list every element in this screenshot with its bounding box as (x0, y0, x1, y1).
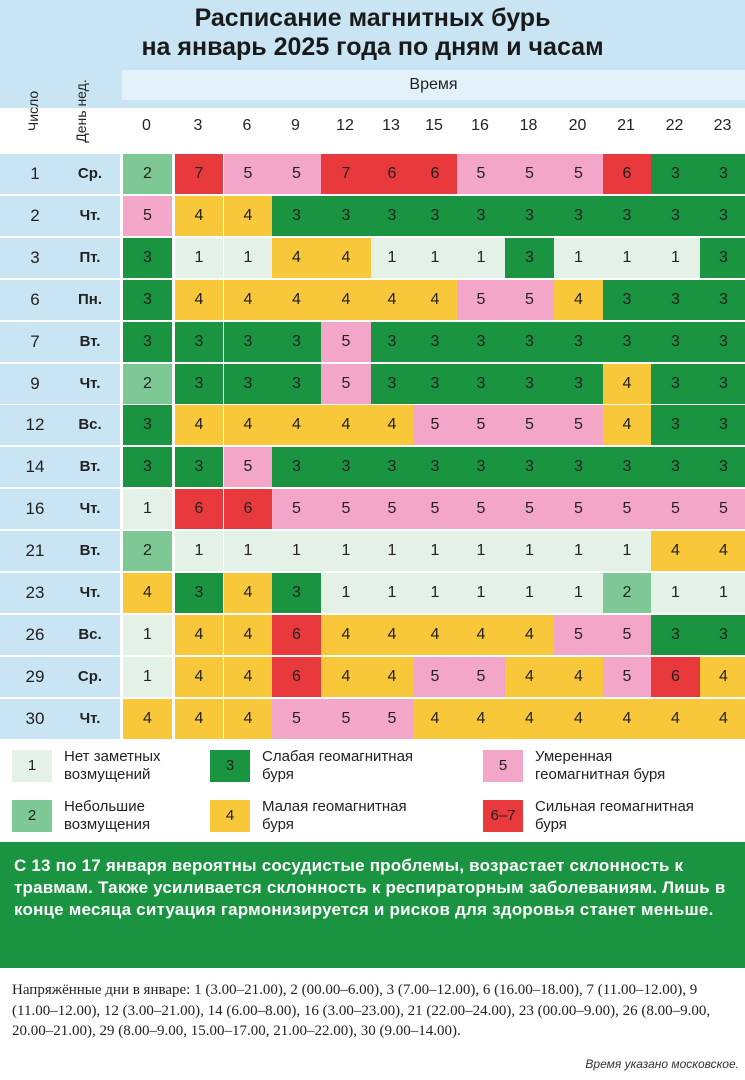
heatmap-cell: 1 (175, 238, 223, 278)
hour-label: 12 (336, 117, 354, 134)
table-row (0, 154, 745, 194)
table-row (0, 447, 745, 487)
heatmap-cell: 1 (321, 573, 371, 613)
heatmap-cell: 5 (457, 657, 505, 697)
heatmap-cell: 4 (505, 699, 554, 739)
hour-label: 16 (471, 117, 489, 134)
legend-swatch: 6–7 (483, 800, 523, 832)
table-row (0, 238, 745, 278)
hour-label: 3 (193, 117, 203, 134)
heatmap-cell: 5 (505, 154, 554, 194)
heatmap-cell: 3 (457, 364, 505, 404)
heatmap-cell: 1 (554, 573, 603, 613)
heatmap-cell: 4 (413, 699, 457, 739)
table-row (0, 615, 745, 655)
legend-label: Слабая геомагнитная буря (262, 748, 414, 783)
heatmap-cell: 5 (457, 405, 505, 445)
heatmap-cell: 1 (371, 573, 413, 613)
table-row (0, 322, 745, 362)
heatmap-cell: 4 (321, 615, 371, 655)
heatmap-cell: 1 (457, 573, 505, 613)
heatmap-cell: 5 (321, 699, 371, 739)
heatmap-cell: 1 (224, 238, 272, 278)
heatmap-cell: 4 (603, 699, 651, 739)
heatmap-cell: 4 (603, 405, 651, 445)
table-row (0, 405, 745, 445)
heatmap-cell: 6 (603, 154, 651, 194)
heatmap-cell: 5 (457, 154, 505, 194)
hour-label: 20 (568, 117, 587, 134)
day-number: 1 (30, 164, 40, 183)
heatmap-cell: 5 (272, 154, 321, 194)
legend-label: Небольшие возмущения (64, 798, 151, 833)
heatmap-cell: 1 (505, 573, 554, 613)
heatmap-cell: 3 (651, 364, 700, 404)
hour-label: 18 (519, 117, 538, 134)
heatmap-cell: 5 (413, 489, 457, 529)
heatmap-cell: 5 (457, 489, 505, 529)
heatmap-cell: 1 (603, 531, 651, 571)
legend-swatch: 3 (210, 750, 250, 782)
table-row (0, 364, 745, 404)
heatmap-cell: 3 (371, 322, 413, 362)
day-number: 3 (30, 247, 40, 267)
heatmap-cell: 1 (651, 573, 700, 613)
heatmap-cell: 6 (224, 489, 272, 529)
legend-label: Нет заметных возмущений (64, 748, 161, 783)
weekday: Чт. (79, 709, 101, 727)
heatmap-cell: 6 (413, 154, 457, 194)
heatmap-cell: 4 (123, 573, 172, 613)
heatmap-cell: 3 (321, 447, 371, 487)
weekday-header-label: День нед. (73, 79, 89, 143)
heatmap-cell: 3 (505, 238, 554, 278)
heatmap-cell: 5 (505, 280, 554, 320)
heatmap-cell: 3 (651, 154, 700, 194)
heatmap-cell: 3 (700, 364, 745, 404)
heatmap-cell: 4 (321, 238, 371, 278)
heatmap-cell: 3 (413, 447, 457, 487)
weekday: Вт. (79, 542, 101, 560)
heatmap-cell: 4 (224, 405, 272, 445)
heatmap-cell: 6 (272, 657, 321, 697)
day-number-header-label: Число (25, 90, 41, 132)
heatmap-cell: 4 (371, 280, 413, 320)
hour-label: 9 (291, 117, 300, 134)
weekday: Чт. (79, 374, 101, 392)
heatmap-cell: 3 (554, 196, 603, 236)
heatmap-cell: 4 (413, 615, 457, 655)
tense-days-text: Напряжённые дни в январе: 1 (3.00–21.00), 2 (00.00–6.00), 3 (7.00–12.00), 6 (16.00–18.00), 7 (11.00–12.00), 9 (11.00–12.00), 12 (3.00–21.00), 14 (6.00–8.00), 16 (3.00–23.00), 21 (22.00–24.00), 23 (00.00–9.00), 26 (8.00–9.00, 20.00–21.00), 29 (8.00–9.00, 15.00–17.00, 21.00–22.00), 30 (9.00–14.00). (12, 982, 711, 1039)
heatmap-cell: 3 (175, 573, 223, 613)
heatmap-cell: 3 (505, 196, 554, 236)
heatmap-cell: 4 (175, 657, 223, 697)
heatmap-cell: 4 (175, 615, 223, 655)
heatmap-cell: 3 (371, 196, 413, 236)
heatmap-cell: 1 (457, 238, 505, 278)
heatmap-cell: 4 (413, 280, 457, 320)
heatmap-cell: 3 (554, 364, 603, 404)
hour-label: 6 (242, 117, 252, 134)
heatmap-cell: 3 (651, 405, 700, 445)
heatmap-cell: 4 (123, 699, 172, 739)
heatmap-cell: 5 (272, 489, 321, 529)
heatmap-cell: 5 (603, 615, 651, 655)
heatmap-cell: 5 (554, 489, 603, 529)
heatmap-cell: 3 (224, 322, 272, 362)
day-number: 21 (25, 541, 45, 561)
hour-label: 21 (617, 117, 635, 134)
heatmap-cell: 3 (700, 196, 745, 236)
weekday: Чт. (79, 500, 101, 518)
table-row (0, 573, 745, 613)
day-number: 23 (25, 583, 45, 602)
heatmap-cell: 4 (371, 615, 413, 655)
heatmap-cell: 5 (651, 489, 700, 529)
table-row (0, 531, 745, 571)
weekday: Ср. (77, 667, 103, 685)
timezone-note: Время указано московское. (585, 1057, 739, 1071)
heatmap-cell: 4 (272, 280, 321, 320)
heatmap-cell: 2 (123, 531, 172, 571)
heatmap-cell: 5 (554, 154, 603, 194)
day-number: 30 (25, 708, 45, 728)
heatmap-cell: 5 (457, 280, 505, 320)
heatmap-cell: 3 (603, 196, 651, 236)
weekday: Пн. (77, 290, 102, 308)
info-text: С 13 по 17 января вероятны сосудистые проблемы, возрастает склонность к травмам. Также усиливается склонность к респираторным заболеваниям. Лишь в конце месяца ситуация гармонизируется и рисков для здоровья станет меньше. (14, 856, 726, 919)
legend-label: Умеренная геомагнитная буря (535, 748, 666, 783)
heatmap-cell: 5 (224, 447, 272, 487)
heatmap-cell: 4 (321, 405, 371, 445)
heatmap-cell: 5 (554, 615, 603, 655)
heatmap-cell: 5 (505, 405, 554, 445)
heatmap-cell: 1 (371, 238, 413, 278)
heatmap-cell: 1 (175, 531, 223, 571)
heatmap-cell: 3 (700, 322, 745, 362)
heatmap-cell: 4 (175, 196, 223, 236)
heatmap-cell: 4 (700, 531, 745, 571)
heatmap-cell: 4 (272, 405, 321, 445)
hour-label: 0 (142, 117, 151, 134)
heatmap-cell: 5 (321, 322, 371, 362)
heatmap-cell: 1 (321, 531, 371, 571)
day-number: 7 (30, 331, 40, 351)
heatmap-cell: 4 (224, 657, 272, 697)
heatmap-cell: 4 (505, 657, 554, 697)
legend-swatch: 1 (12, 750, 52, 782)
heatmap-cell: 4 (651, 531, 700, 571)
heatmap-cell: 3 (457, 447, 505, 487)
heatmap-cell: 3 (554, 447, 603, 487)
heatmap-cell: 1 (554, 238, 603, 278)
heatmap-cell: 4 (554, 280, 603, 320)
heatmap-cell: 7 (321, 154, 371, 194)
heatmap-cell: 1 (505, 531, 554, 571)
weekday: Вт. (79, 458, 101, 476)
heatmap-cell: 3 (505, 364, 554, 404)
heatmap-cell: 3 (123, 238, 172, 278)
heatmap-cell: 4 (224, 280, 272, 320)
heatmap-cell: 4 (371, 405, 413, 445)
heatmap-cell: 3 (700, 154, 745, 194)
table-row (0, 196, 745, 236)
heatmap-cell: 3 (123, 322, 172, 362)
heatmap-cell: 4 (651, 699, 700, 739)
heatmap-cell: 7 (175, 154, 223, 194)
heatmap-cell: 2 (123, 364, 172, 404)
heatmap-cell: 1 (123, 489, 172, 529)
heatmap-cell: 3 (457, 322, 505, 362)
heatmap-cell: 3 (224, 364, 272, 404)
heatmap-cell: 3 (700, 447, 745, 487)
heatmap-cell: 5 (224, 154, 272, 194)
hour-label: 15 (425, 117, 443, 134)
heatmap-cell: 3 (175, 322, 223, 362)
title-line-2: на январь 2025 года по дням и часам (141, 33, 604, 61)
heatmap-cell: 1 (651, 238, 700, 278)
day-number: 26 (25, 624, 45, 644)
heatmap-cell: 3 (651, 322, 700, 362)
heatmap-cell: 3 (700, 615, 745, 655)
table-row (0, 280, 745, 320)
heatmap-cell: 4 (371, 657, 413, 697)
legend-label: Сильная геомагнитная буря (535, 798, 694, 833)
heatmap-cell: 4 (457, 615, 505, 655)
table-row (0, 699, 745, 739)
day-number: 6 (30, 289, 40, 309)
heatmap-cell: 1 (700, 573, 745, 613)
weekday: Ср. (77, 165, 103, 182)
heatmap-cell: 3 (603, 322, 651, 362)
heatmap-cell: 3 (272, 322, 321, 362)
heatmap-cell: 5 (321, 364, 371, 404)
heatmap-cell: 5 (123, 196, 172, 236)
heatmap-cell: 4 (457, 699, 505, 739)
time-header: Время (122, 70, 745, 100)
heatmap-cell: 1 (224, 531, 272, 571)
heatmap-cell: 4 (700, 699, 745, 739)
heatmap-cell: 4 (700, 657, 745, 697)
heatmap-cell: 3 (175, 447, 223, 487)
heatmap-cell: 1 (123, 615, 172, 655)
heatmap-cell: 5 (371, 489, 413, 529)
info-box (0, 842, 745, 968)
heatmap-cell: 2 (123, 154, 172, 194)
legend (0, 740, 745, 836)
day-number: 2 (30, 205, 40, 225)
heatmap-cell: 1 (413, 238, 457, 278)
heatmap-cell: 3 (371, 447, 413, 487)
heatmap-cell: 5 (603, 657, 651, 697)
heatmap-cell: 1 (413, 573, 457, 613)
heatmap-cell: 3 (505, 322, 554, 362)
heatmap-cell: 3 (700, 405, 745, 445)
table-row (0, 489, 745, 529)
heatmap-cell: 3 (700, 238, 745, 278)
heatmap-cell: 4 (321, 280, 371, 320)
heatmap-cell: 4 (224, 699, 272, 739)
heatmap-cell: 4 (321, 657, 371, 697)
day-number-header (10, 68, 56, 154)
heatmap-cell: 3 (554, 322, 603, 362)
heatmap-cell: 6 (272, 615, 321, 655)
heatmap-cell: 3 (505, 447, 554, 487)
heatmap-cell: 1 (413, 531, 457, 571)
heatmap-cell: 1 (457, 531, 505, 571)
heatmap-cell: 4 (603, 364, 651, 404)
heatmap-cell: 5 (413, 657, 457, 697)
heatmap-cell: 3 (123, 280, 172, 320)
heatmap-cell: 3 (175, 364, 223, 404)
heatmap-cell: 5 (272, 699, 321, 739)
heatmap-cell: 3 (603, 447, 651, 487)
day-number: 14 (25, 457, 45, 477)
heatmap-cell: 1 (371, 531, 413, 571)
heatmap-cell: 4 (175, 405, 223, 445)
heatmap-cell: 1 (272, 531, 321, 571)
heatmap-cell: 3 (700, 280, 745, 320)
heatmap-cell: 5 (413, 405, 457, 445)
heatmap-cell: 3 (413, 322, 457, 362)
heatmap-cell: 3 (321, 196, 371, 236)
heatmap-cell: 1 (603, 238, 651, 278)
heatmap-cell: 5 (554, 405, 603, 445)
heatmap-cell: 3 (272, 447, 321, 487)
heatmap-cell: 3 (123, 405, 172, 445)
heatmap-cell: 4 (175, 699, 223, 739)
legend-swatch: 5 (483, 750, 523, 782)
heatmap-cell: 3 (272, 573, 321, 613)
heatmap-cell: 3 (457, 196, 505, 236)
heatmap-cell: 4 (554, 657, 603, 697)
table-row (0, 657, 745, 697)
heatmap-cell: 4 (505, 615, 554, 655)
heatmap-cell: 4 (175, 280, 223, 320)
heatmap-cell: 4 (224, 573, 272, 613)
heatmap-cell: 6 (371, 154, 413, 194)
heatmap-cell: 4 (554, 699, 603, 739)
heatmap-cell: 3 (651, 280, 700, 320)
weekday: Вс. (78, 416, 102, 434)
day-number: 12 (25, 415, 45, 435)
heatmap-cell: 3 (651, 615, 700, 655)
hour-label: 23 (713, 117, 732, 134)
heatmap-cell: 3 (651, 196, 700, 236)
weekday: Пт. (79, 248, 101, 266)
weekday: Чт. (79, 206, 101, 224)
heatmap-cell: 5 (603, 489, 651, 529)
day-number: 9 (30, 373, 40, 393)
heatmap-cell: 3 (413, 364, 457, 404)
heatmap-cell: 5 (371, 699, 413, 739)
heatmap-cell: 3 (272, 196, 321, 236)
heatmap-cell: 6 (651, 657, 700, 697)
chart-title (0, 4, 745, 62)
heatmap-cell: 3 (123, 447, 172, 487)
heatmap-cell: 3 (413, 196, 457, 236)
heatmap-cell: 4 (272, 238, 321, 278)
heatmap-cell: 1 (554, 531, 603, 571)
hour-label: 13 (382, 117, 400, 134)
legend-label: Малая геомагнитная буря (262, 798, 407, 833)
heatmap-cell: 3 (272, 364, 321, 404)
hour-label: 22 (665, 117, 684, 134)
heatmap-cell: 1 (123, 657, 172, 697)
weekday: Вт. (79, 332, 101, 350)
heatmap-cell: 3 (651, 447, 700, 487)
heatmap-cell: 5 (321, 489, 371, 529)
heatmap-cell: 3 (603, 280, 651, 320)
heatmap-cell: 2 (603, 573, 651, 613)
heatmap-cell: 3 (371, 364, 413, 404)
legend-swatch: 4 (210, 800, 250, 832)
weekday: Чт. (79, 584, 101, 601)
weekday: Вс. (78, 625, 102, 643)
heatmap-cell: 5 (505, 489, 554, 529)
legend-swatch: 2 (12, 800, 52, 832)
heatmap-cell: 6 (175, 489, 223, 529)
heatmap-cell: 4 (224, 615, 272, 655)
title-line-1: Расписание магнитных бурь (194, 4, 551, 32)
day-number: 16 (25, 499, 45, 519)
heatmap-cell: 4 (224, 196, 272, 236)
weekday-header (58, 68, 104, 154)
day-number: 29 (25, 666, 45, 686)
heatmap-cell: 5 (700, 489, 745, 529)
